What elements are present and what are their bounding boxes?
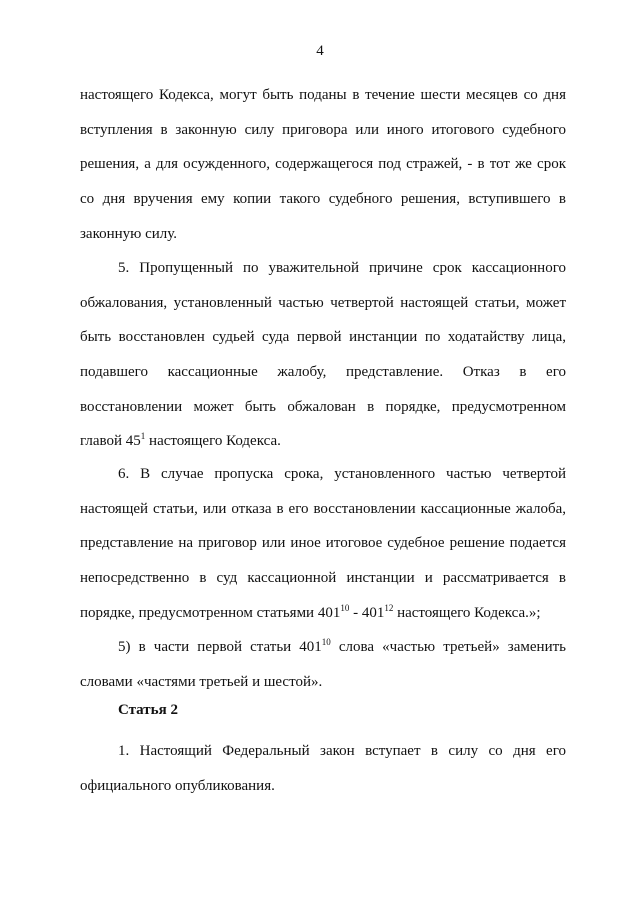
- superscript: 10: [321, 637, 331, 647]
- paragraph-item-6: [80, 464, 566, 637]
- paragraph-item-5-amendment: [80, 637, 566, 706]
- text-line: настоящей статьи, или отказа в его восстановлении кассационные жалоба,: [80, 500, 566, 517]
- text-segment: порядке, предусмотренном статьями 401: [80, 604, 341, 621]
- superscript: 1: [140, 431, 146, 442]
- text-segment: слова «частью третьей» заменить: [330, 639, 566, 655]
- text-line: словами «частями третьей и шестой».: [80, 673, 323, 690]
- text-line: [80, 637, 566, 672]
- article-heading: Статья 2: [118, 702, 178, 718]
- text-segment: 5) в части первой статьи 401: [118, 639, 322, 655]
- text-line: 5. Пропущенный по уважительной причине срок кассационного: [118, 260, 566, 276]
- text-line: непосредственно в суд кассационной инстанции и рассматривается в: [80, 570, 566, 587]
- text-line: вступления в законную силу приговора или иного итогового судебного: [80, 121, 566, 138]
- text-line: [80, 431, 566, 466]
- text-segment: настоящего Кодекса.»;: [393, 604, 541, 621]
- text-line: настоящего Кодекса, могут быть поданы в течение шести месяцев со дня: [80, 87, 566, 103]
- superscript: 12: [384, 602, 394, 613]
- text-line: быть восстановлен судьей суда первой инстанции по ходатайству лица,: [80, 329, 566, 346]
- text-line: 6. В случае пропуска срока, установленного частью четвертой: [118, 466, 566, 482]
- superscript: 10: [340, 602, 350, 613]
- paragraph-continuation: [80, 85, 566, 258]
- text-line: восстановлении может быть обжалован в порядке, предусмотренном: [80, 398, 566, 415]
- text-line: решения, а для осужденного, содержащегося под стражей, - в тот же срок: [80, 156, 566, 173]
- text-line: законную силу.: [80, 225, 178, 242]
- text-line: со дня вручения ему копии такого судебного решения, вступившего в: [80, 191, 566, 208]
- paragraph-item-5: [80, 258, 566, 466]
- text-line: подавшего кассационные жалобу, представление. Отказ в его: [80, 364, 566, 381]
- text-line: представление на приговор или иное итоговое судебное решение подается: [80, 535, 566, 552]
- text-line: [80, 603, 566, 638]
- page-number: 4: [316, 43, 324, 59]
- text-line: официального опубликования.: [80, 777, 275, 794]
- text-line: 1. Настоящий Федеральный закон вступает в силу со дня его: [118, 743, 566, 759]
- text-segment: главой 45: [80, 433, 141, 450]
- text-line: обжалования, установленный частью четвертой настоящей статьи, может: [80, 294, 566, 311]
- text-segment: настоящего Кодекса.: [145, 433, 281, 450]
- text-segment: - 401: [349, 604, 385, 621]
- paragraph-article-2-item-1: [80, 741, 566, 810]
